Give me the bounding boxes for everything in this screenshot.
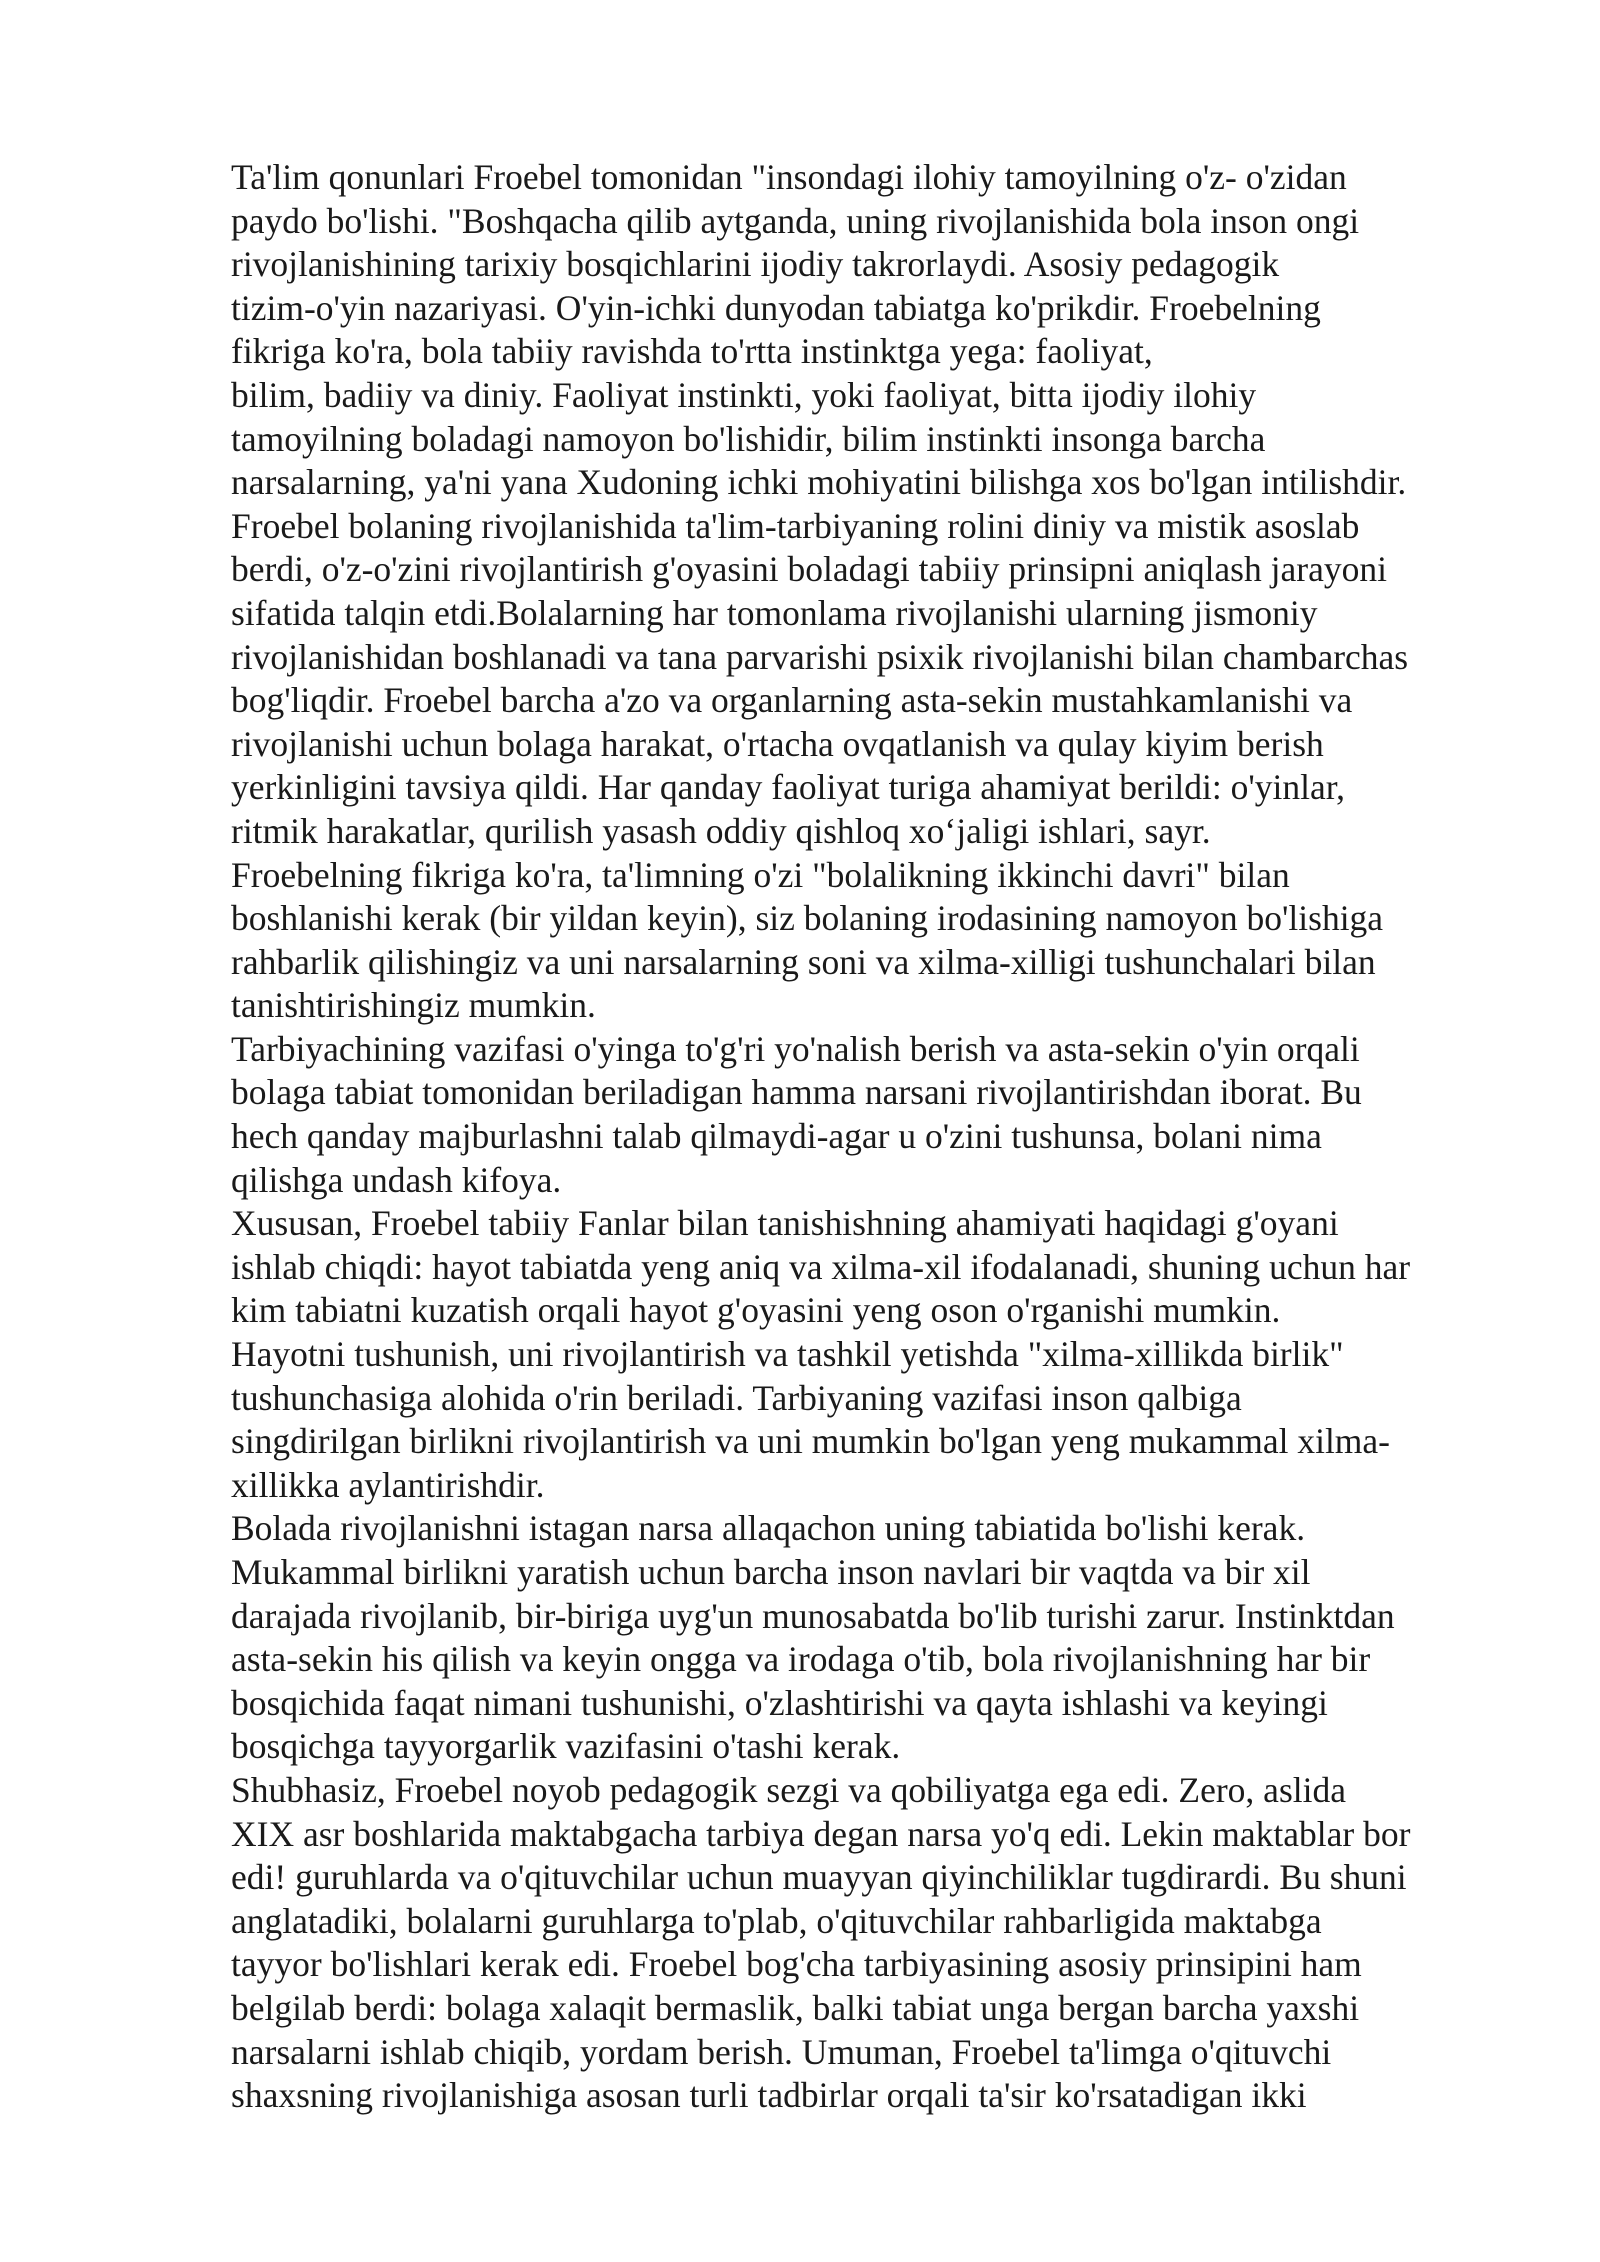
text-line: tanishtirishingiz mumkin. — [231, 985, 596, 1026]
text-line: rivojlanishi uchun bolaga harakat, o'rtacha ovqatlanish va qulay kiyim berish — [231, 723, 1324, 764]
text-line: shaxsning rivojlanishiga asosan turli tadbirlar orqali ta'sir ko'rsatadigan ikki — [231, 2075, 1307, 2116]
text-line: bolaga tabiat tomonidan beriladigan hamma narsani rivojlantirishdan iborat. Bu — [231, 1072, 1362, 1113]
text-line: tushunchasiga alohida o'rin beriladi. Tarbiyaning vazifasi inson qalbiga — [231, 1377, 1242, 1418]
text-line: ishlab chiqdi: hayot tabiatda yeng aniq va xilma-xil ifodalanadi, shuning uchun har — [231, 1246, 1411, 1287]
text-line: ritmik harakatlar, qurilish yasash oddiy qishloq xo‘jaligi ishlari, sayr. — [231, 810, 1211, 851]
text-line: Shubhasiz, Froebel noyob pedagogik sezgi va qobiliyatga ega edi. Zero, aslida — [231, 1769, 1346, 1810]
text-line: qilishga undash kifoya. — [231, 1159, 562, 1200]
text-line: bog'liqdir. Froebel barcha a'zo va organlarning asta-sekin mustahkamlanishi va — [231, 680, 1353, 721]
text-line: tizim-o'yin nazariyasi. O'yin-ichki dunyodan tabiatga ko'prikdir. Froebelning — [231, 287, 1321, 328]
text-line: berdi, o'z-o'zini rivojlantirish g'oyasini boladagi tabiiy prinsipni aniqlash jarayoni — [231, 549, 1387, 590]
text-line: boshlanishi kerak (bir yildan keyin), siz bolaning irodasining namoyon bo'lishiga — [231, 898, 1384, 939]
text-line: tayyor bo'lishlari kerak edi. Froebel bog'cha tarbiyasining asosiy prinsipini ham — [231, 1944, 1362, 1985]
text-line: narsalarning, ya'ni yana Xudoning ichki mohiyatini bilishga xos bo'lgan intilishdir. — [231, 462, 1407, 503]
text-line: tamoyilning boladagi namoyon bo'lishidir, bilim instinkti insonga barcha — [231, 418, 1266, 459]
text-line: xillikka aylantirishdir. — [231, 1464, 545, 1505]
text-line: narsalarni ishlab chiqib, yordam berish. Umuman, Froebel ta'limga o'qituvchi — [231, 2031, 1332, 2072]
text-line: edi! guruhlarda va o'qituvchilar uchun muayyan qiyinchiliklar tugdirardi. Bu shuni — [231, 1857, 1407, 1898]
text-line: anglatadiki, bolalarni guruhlarga to'plab, o'qituvchilar rahbarligida maktabga — [231, 1900, 1322, 1941]
text-line: belgilab berdi: bolaga xalaqit bermaslik, balki tabiat unga bergan barcha yaxshi — [231, 1987, 1360, 2028]
text-line: Bolada rivojlanishni istagan narsa allaqachon uning tabiatida bo'lishi kerak. — [231, 1508, 1306, 1549]
text-line: Hayotni tushunish, uni rivojlantirish va tashkil yetishda "xilma-xillikda birlik" — [231, 1334, 1344, 1375]
text-line: yerkinligini tavsiya qildi. Har qanday faoliyat turiga ahamiyat berildi: o'yinlar, — [231, 767, 1346, 808]
text-line: Ta'lim qonunlari Froebel tomonidan "insondagi ilohiy tamoyilning o'z- o'zidan — [231, 157, 1347, 197]
document-body-text — [231, 156, 1511, 2118]
text-line: rivojlanishining tarixiy bosqichlarini ijodiy takrorlaydi. Asosiy pedagogik — [231, 244, 1280, 285]
text-line: Tarbiyachining vazifasi o'yinga to'g'ri yo'nalish berish va asta-sekin o'yin orqali — [231, 1028, 1360, 1069]
text-line: asta-sekin his qilish va keyin ongga va irodaga o'tib, bola rivojlanishning har bir — [231, 1639, 1371, 1680]
text-line: darajada rivojlanib, bir-biriga uyg'un munosabatda bo'lib turishi zarur. Instinktdan — [231, 1595, 1395, 1636]
text-line: paydo bo'lishi. "Boshqacha qilib aytganda, uning rivojlanishida bola inson ongi — [231, 200, 1360, 241]
text-line: rivojlanishidan boshlanadi va tana parvarishi psixik rivojlanishi bilan chambarchas — [231, 636, 1409, 677]
text-line: bilim, badiiy va diniy. Faoliyat instinkti, yoki faoliyat, bitta ijodiy ilohiy — [231, 374, 1257, 415]
text-line: sifatida talqin etdi.Bolalarning har tomonlama rivojlanishi ularning jismoniy — [231, 592, 1318, 633]
text-line: bosqichida faqat nimani tushunishi, o'zlashtirishi va qayta ishlashi va keyingi — [231, 1682, 1328, 1723]
text-line: Xususan, Froebel tabiiy Fanlar bilan tanishishning ahamiyati haqidagi g'oyani — [231, 1203, 1339, 1244]
text-line: rahbarlik qilishingiz va uni narsalarning soni va xilma-xilligi tushunchalari bilan — [231, 941, 1376, 982]
text-line: Froebelning fikriga ko'ra, ta'limning o'zi "bolalikning ikkinchi davri" bilan — [231, 854, 1290, 895]
text-line: XIX asr boshlarida maktabgacha tarbiya degan narsa yo'q edi. Lekin maktablar bor — [231, 1813, 1411, 1854]
text-line: kim tabiatni kuzatish orqali hayot g'oyasini yeng oson o'rganishi mumkin. — [231, 1290, 1281, 1331]
text-line: Froebel bolaning rivojlanishida ta'lim-tarbiyaning rolini diniy va mistik asoslab — [231, 505, 1360, 546]
text-line: hech qanday majburlashni talab qilmaydi-agar u o'zini tushunsa, bolani nima — [231, 1116, 1322, 1157]
text-line: bosqichga tayyorgarlik vazifasini o'tashi kerak. — [231, 1726, 901, 1767]
text-line: singdirilgan birlikni rivojlantirish va uni mumkin bo'lgan yeng mukammal xilma- — [231, 1421, 1391, 1462]
text-line: Mukammal birlikni yaratish uchun barcha inson navlari bir vaqtda va bir xil — [231, 1552, 1311, 1592]
text-line: fikriga ko'ra, bola tabiiy ravishda to'rtta instinktga yega: faoliyat, — [231, 331, 1153, 372]
